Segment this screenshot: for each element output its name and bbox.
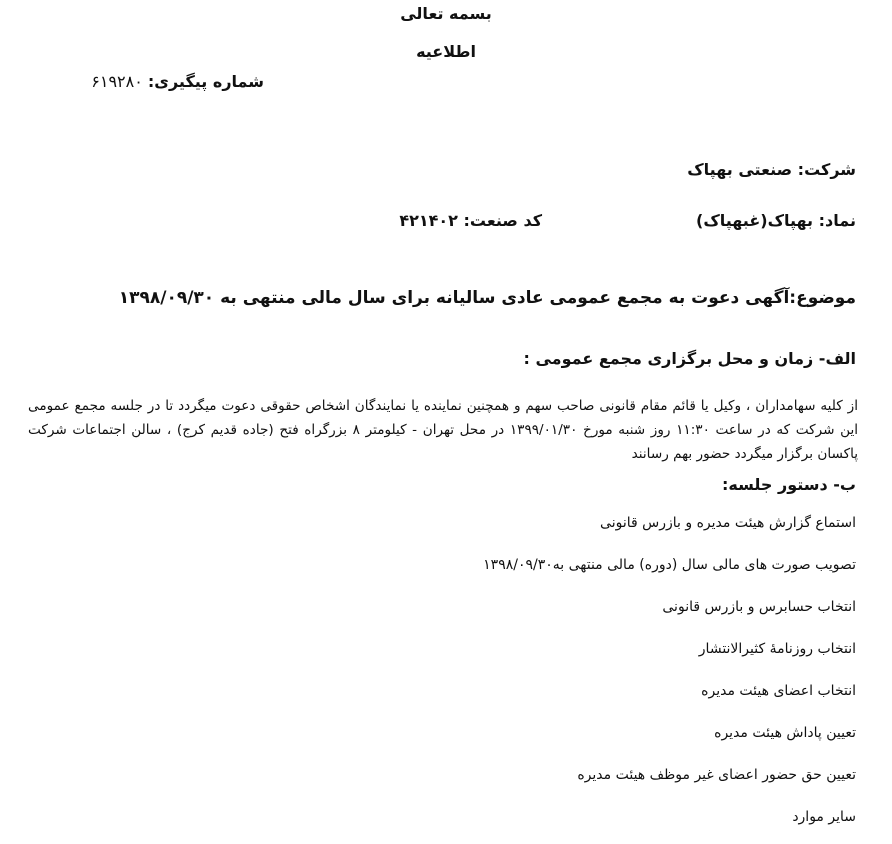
agenda-item: استماع گزارش هیئت مدیره و بازرس قانونی bbox=[600, 515, 856, 531]
industry-code-value: ۴۲۱۴۰۲ bbox=[399, 211, 458, 230]
company-label: شرکت: bbox=[797, 160, 856, 179]
symbol-line bbox=[696, 211, 856, 230]
section-b-heading: ب- دستور جلسه: bbox=[721, 475, 856, 494]
industry-code-label: کد صنعت: bbox=[463, 211, 542, 230]
section-a-paragraph: از کلیه سهامداران ، وکیل یا قائم مقام قانونی صاحب سهم و همچنین نماینده یا نمایندگان اشخاص حقوقی دعوت میگردد تا در جلسه مجمع عمومی این شرکت که در ساعت ۱۱:۳۰ روز شنبه مورخ ۱۳۹۹/۰۱/۳۰ در محل تهران - کیلومتر ۸ بزرگراه فتح (جاده قدیم کرج) ، سالن اجتماعات شرکت پاکسان برگزار میگردد حضور بهم رسانند bbox=[28, 398, 858, 462]
agenda-item: انتخاب حسابرس و بازرس قانونی bbox=[662, 599, 856, 615]
symbol-value: بهپاک(غبهپاک) bbox=[696, 211, 814, 230]
subject-line: موضوع:آگهی دعوت به مجمع عمومی عادی سالیانه برای سال مالی منتهی به ۱۳۹۸/۰۹/۳۰ bbox=[118, 288, 856, 308]
company-name: صنعتی بهپاک bbox=[687, 160, 793, 179]
agenda-item: انتخاب روزنامۀ کثیرالانتشار bbox=[698, 641, 856, 657]
agenda-item: سایر موارد bbox=[792, 809, 856, 825]
section-a-heading: الف- زمان و محل برگزاری مجمع عمومی : bbox=[523, 349, 856, 368]
industry-code-line bbox=[399, 211, 542, 230]
company-line bbox=[687, 160, 856, 179]
agenda-item: تعیین پاداش هیئت مدیره bbox=[714, 725, 856, 741]
agenda-item: تعیین حق حضور اعضای غیر موظف هیئت مدیره bbox=[577, 767, 856, 783]
agenda-item: تصویب صورت های مالی سال (دوره) مالی منتهی به۱۳۹۸/۰۹/۳۰ bbox=[483, 557, 856, 573]
tracking-line bbox=[91, 72, 264, 91]
notice-heading: اطلاعیه bbox=[416, 42, 476, 61]
tracking-number: ۶۱۹۲۸۰ bbox=[91, 72, 143, 91]
tracking-label: شماره پیگیری: bbox=[147, 72, 264, 91]
bismillah-heading: بسمه تعالی bbox=[400, 4, 492, 23]
symbol-label: نماد: bbox=[818, 211, 856, 230]
agenda-list bbox=[36, 508, 856, 844]
agenda-item: انتخاب اعضای هیئت مدیره bbox=[701, 683, 856, 699]
